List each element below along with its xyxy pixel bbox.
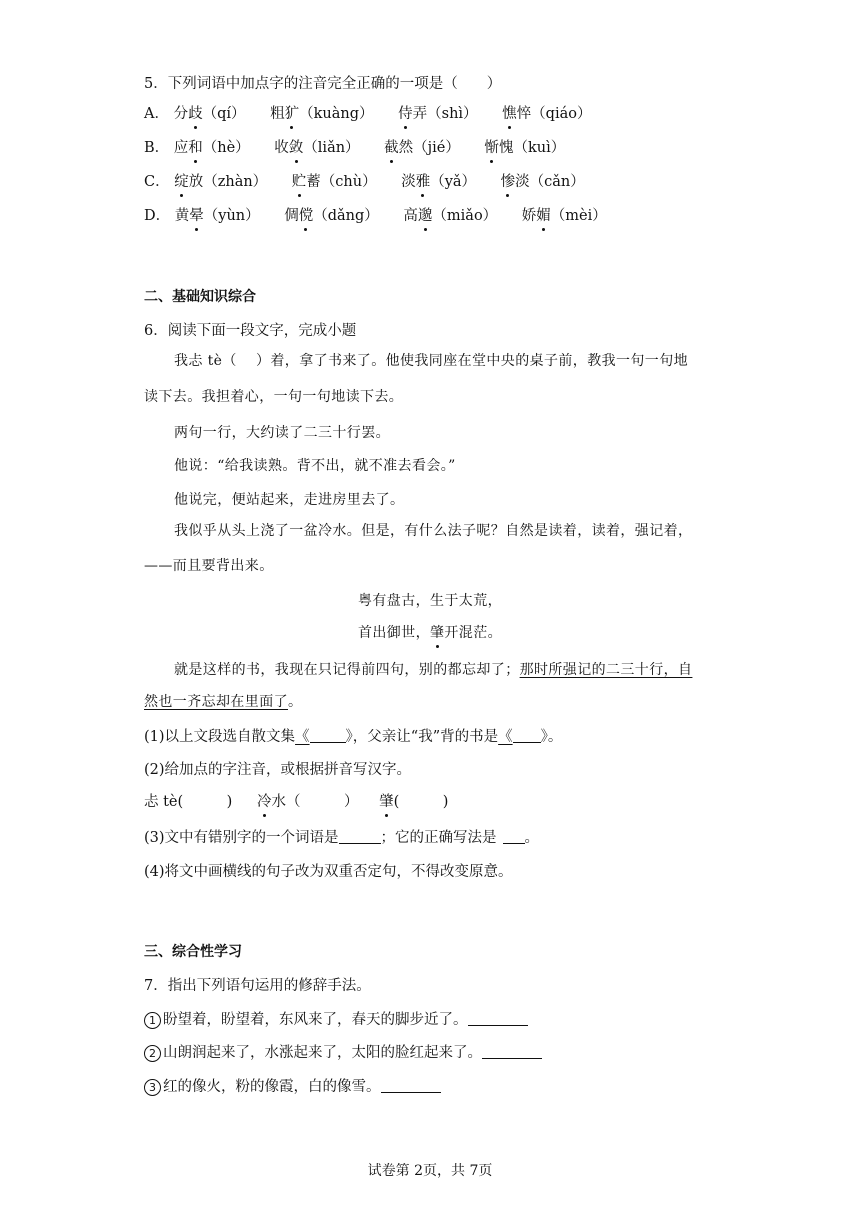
poem-line: 粤有盘古，生于太荒， (358, 593, 502, 609)
option-word: 倜傥（dǎng） (284, 208, 379, 224)
q5-option-b (144, 138, 565, 158)
option-word: 娇媚（mèi） (521, 208, 607, 224)
option-word: 憔悴（qiáo） (502, 106, 592, 122)
section-title: 二、基础知识综合 (144, 289, 256, 305)
option-word: 黄晕（yùn） (174, 208, 260, 224)
option-word: 绽放（zhàn） (174, 174, 268, 190)
page-footer: 试卷第 2页，共 7页 (367, 1163, 493, 1179)
answer-blank[interactable] (468, 1011, 528, 1026)
q5-option-d (144, 206, 607, 226)
option-word: 收敛（liǎn） (274, 140, 360, 156)
option-word: 应和（hè） (173, 140, 250, 156)
option-letter: D． (144, 208, 171, 224)
option-letter: B． (144, 140, 170, 156)
passage-line: 读下去。我担着心，一句一句地读下去。 (144, 389, 404, 405)
passage-line: 我忐 tè（ ）着，拿了书来了。他使我同座在堂中央的桌子前，教我一句一句地 (174, 353, 689, 369)
passage-line: 就是这样的书，我现在只记得前四句，别的都忘却了；那时所强记的二三十行，自 (174, 662, 693, 678)
sub-question-2: (2)给加点的字注音，或根据拼音写汉字。 (144, 762, 412, 778)
passage-line: 我似乎从头上浇了一盆冷水。但是，有什么法子呢？自然是读着，读着，强记着， (174, 523, 693, 539)
option-word: 侍弄（shì） (398, 106, 478, 122)
poem-line: 首出御世，肇开混茫。 (357, 625, 502, 641)
q7-item: 2 山朗润起来了，水涨起来了，太阳的脸红起来了。 (144, 1043, 542, 1063)
passage-line: 两句一行，大约读了二三十行罢。 (174, 425, 390, 441)
sub-question-1: (1)以上文段选自散文集《 》，父亲让“我”背的书是《 》。 (144, 729, 563, 745)
option-word: 淡雅（yǎ） (401, 174, 477, 190)
question-6-stem: 6．阅读下面一段文字，完成小题 (144, 323, 357, 339)
option-letter: A． (144, 106, 169, 122)
option-word: 惨淡（cǎn） (500, 174, 585, 190)
section-title: 三、综合性学习 (144, 944, 242, 960)
sub-question-2-items: 忐 tè( ) 冷水（ ） 肇( ) (144, 794, 449, 810)
option-word: 贮蓄（chù） (291, 174, 377, 190)
passage-line: 然也一齐忘却在里面了。 (144, 694, 303, 710)
answer-blank[interactable] (482, 1044, 542, 1059)
passage-line: ——而且要背出来。 (144, 558, 274, 574)
option-word: 粗犷（kuàng） (270, 106, 374, 122)
question-7-stem: 7．指出下列语句运用的修辞手法。 (144, 978, 371, 994)
sub-question-3: (3)文中有错别字的一个词语是 ；它的正确写法是 。 (144, 830, 540, 846)
option-word: 高邈（miǎo） (403, 208, 498, 224)
option-letter: C． (144, 174, 170, 190)
answer-blank[interactable] (339, 829, 381, 844)
q7-item: 3 红的像火，粉的像霞，白的像雪。 (144, 1077, 441, 1097)
answer-blank[interactable] (503, 829, 525, 844)
option-word: 截然（jié） (384, 140, 460, 156)
q7-item: 1 盼望着，盼望着，东风来了，春天的脚步近了。 (144, 1010, 528, 1030)
passage-line: 他说：“给我读熟。背不出，就不准去看会。” (174, 458, 456, 474)
q5-option-a (144, 104, 591, 124)
option-word: 惭愧（kuì） (484, 140, 566, 156)
answer-blank[interactable] (310, 728, 346, 743)
answer-blank[interactable] (381, 1078, 441, 1093)
sub-question-4: (4)将文中画横线的句子改为双重否定句，不得改变原意。 (144, 864, 513, 880)
option-word: 分歧（qí） (173, 106, 246, 122)
answer-blank[interactable] (513, 728, 541, 743)
q5-option-c (144, 172, 585, 192)
passage-line: 他说完，便站起来，走进房里去了。 (174, 492, 405, 508)
question-5-stem: 5．下列词语中加点字的注音完全正确的一项是（ ） (144, 76, 502, 92)
